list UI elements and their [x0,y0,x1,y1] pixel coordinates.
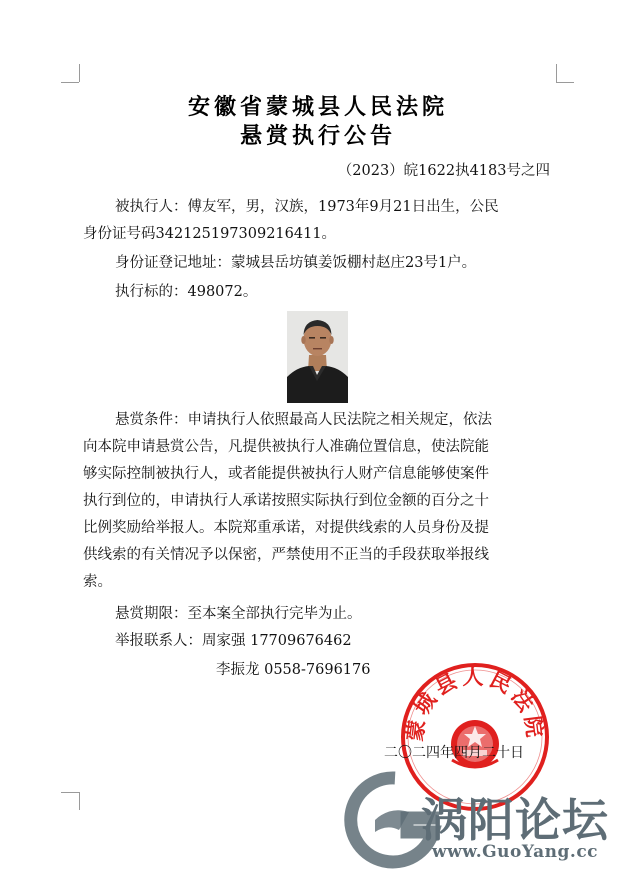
execution-amount-line: 执行标的：498072。 [115,284,258,300]
case-number: （2023）皖1622执4183号之四 [337,163,550,179]
address-line: 身份证登记地址：蒙城县岳坊镇姜饭棚村赵庄23号1户。 [115,255,477,271]
conditions-line-1: 悬赏条件：申请执行人依照最高人民法院之相关规定，依法 [115,412,492,428]
id-number-line: 身份证号码342125197309216411。 [83,226,337,242]
notice-date: 二〇二四年四月二十日 [384,745,524,761]
crop-mark-top-right-h [556,82,574,83]
conditions-line-4: 执行到位的，申请执行人承诺按照实际执行到位金额的百分之十 [83,493,489,509]
forum-watermark-name: 涡阳论坛 [421,793,609,847]
crop-mark-bottom-left-h [61,792,79,793]
svg-text:蒙城县人民法院: 蒙城县人民法院 [402,663,548,743]
contact-line-1: 举报联系人：周家强 17709676462 [115,633,352,649]
crop-mark-top-left-h [61,82,79,83]
respondent-line: 被执行人：傅友军，男，汉族，1973年9月21日出生，公民 [115,199,499,215]
conditions-line-2: 向本院申请悬赏公告，凡提供被执行人准确位置信息，使法院能 [83,439,489,455]
crop-mark-top-right-v [556,64,557,82]
crop-mark-bottom-left-v [79,792,80,810]
court-name-title: 安徽省蒙城县人民法院 [187,94,448,120]
document-title: 悬赏执行公告 [239,123,396,149]
conditions-line-5: 比例奖励给举报人。本院郑重承诺，对提供线索的人员身份及提 [83,520,489,536]
reward-period-line: 悬赏期限：至本案全部执行完毕为止。 [115,606,362,622]
respondent-photo [287,311,348,403]
crop-mark-top-left-v [79,64,80,82]
conditions-line-6: 供线索的有关情况予以保密，严禁使用不正当的手段获取举报线 [83,547,489,563]
forum-watermark-url: www.GuoYang.cc [432,842,599,862]
conditions-line-7: 索。 [83,574,112,590]
contact-line-2: 李振龙 0558-7696176 [216,662,371,678]
conditions-line-3: 够实际控制被执行人，或者能提供被执行人财产信息能够使案件 [83,466,489,482]
